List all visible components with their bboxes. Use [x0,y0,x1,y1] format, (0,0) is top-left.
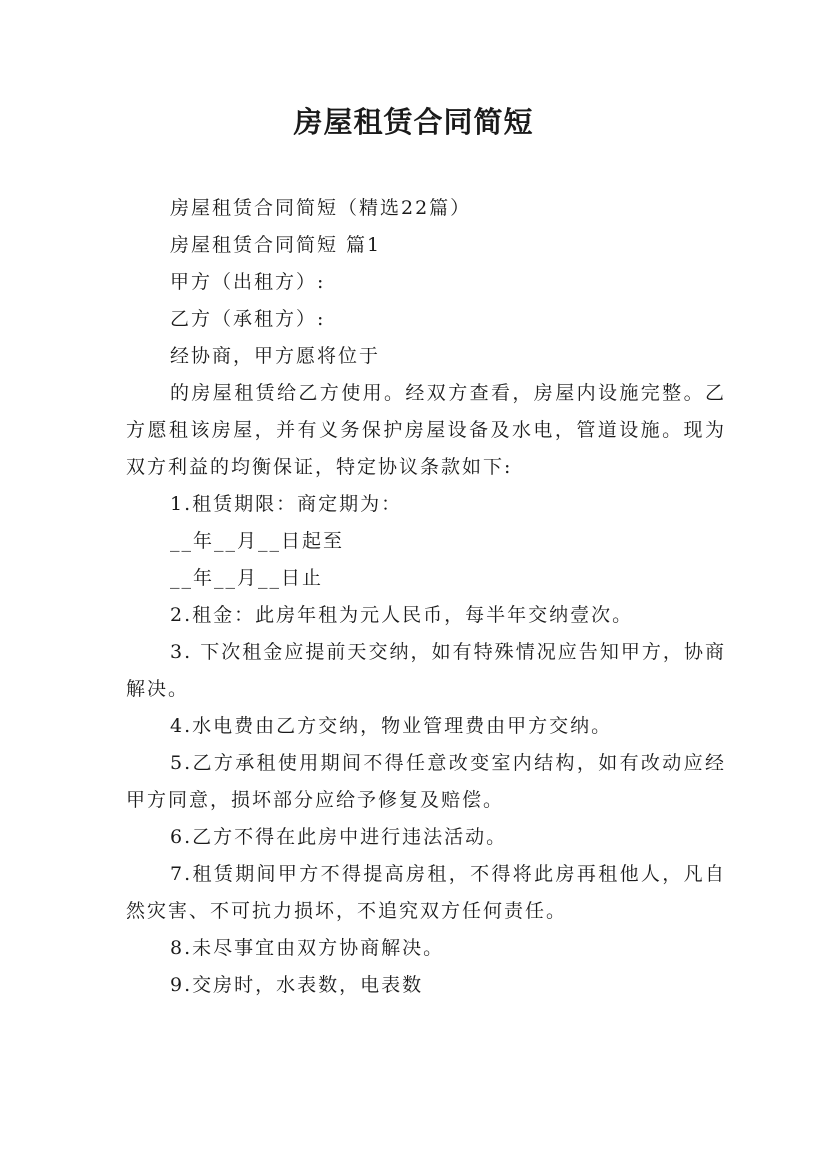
paragraph-clause-4: 4.水电费由乙方交纳，物业管理费由甲方交纳。 [170,715,613,737]
paragraph-clause-6: 6.乙方不得在此房中进行违法活动。 [170,826,508,848]
paragraph-clause-9: 9.交房时，水表数，电表数 [170,974,424,996]
document-title: 房屋租赁合同简短 [293,105,534,139]
paragraph-subtitle: 房屋租赁合同简短（精选22篇） [170,197,472,219]
paragraph-intro: 经协商，甲方愿将位于 [170,345,381,367]
paragraph-clause-8: 8.未尽事宜由双方协商解决。 [170,937,445,959]
paragraph-clause-5: 5.乙方承租使用期间不得任意改变室内结构，如有改动应经甲方同意，损坏部分应给予修复及赔偿。 [126,752,726,811]
paragraph-date-end: __年__月__日止 [170,567,324,589]
document-body [126,190,726,1004]
paragraph-party-b: 乙方（承租方）: [170,308,326,330]
paragraph-party-a: 甲方（出租方）: [170,271,326,293]
paragraph-clause-2: 2.租金：此房年租为元人民币，每半年交纳壹次。 [170,604,634,626]
paragraph-date-start: __年__月__日起至 [170,530,345,552]
paragraph-section-heading: 房屋租赁合同简短 篇1 [170,234,382,256]
paragraph-clause-7: 7.租赁期间甲方不得提高房租，不得将此房再租他人，凡自然灾害、不可抗力损坏，不追究双方任何责任。 [126,863,726,922]
paragraph-clause-3: 3. 下次租金应提前天交纳，如有特殊情况应告知甲方，协商解决。 [126,641,726,700]
paragraph-premise: 的房屋租赁给乙方使用。经双方查看，房屋内设施完整。乙方愿租该房屋，并有义务保护房屋设备及水电，管道设施。现为双方利益的均衡保证，特定协议条款如下: [126,382,726,478]
paragraph-clause-1: 1.租赁期限：商定期为： [170,493,403,515]
